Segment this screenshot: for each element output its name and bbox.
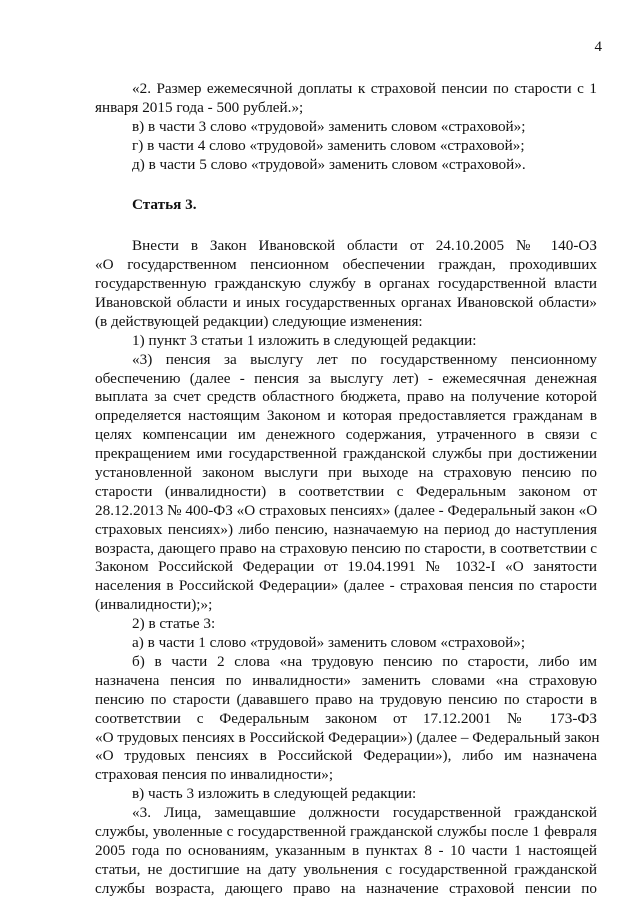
paragraph-line: Законом Российской Федерации от 19.04.1991 № 1032-I «О занятости xyxy=(95,558,597,576)
paragraph-line: 28.12.2013 № 400-ФЗ «О страховых пенсиях» (далее - Федеральный закон «О xyxy=(95,501,598,519)
paragraph-line: определяется настоящим Законом и которая предоставляется гражданам в xyxy=(95,407,597,425)
paragraph-line: а) в части 1 слово «трудовой» заменить словом «страховой»; xyxy=(132,634,526,652)
paragraph-line: Внести в Закон Ивановской области от 24.10.2005 № 140-ОЗ xyxy=(132,237,597,255)
paragraph-line: пенсию по старости (дававшего право на трудовую пенсию по старости в xyxy=(95,690,597,708)
paragraph-line: «О государственном пенсионном обеспечении граждан, проходивших xyxy=(95,256,597,274)
paragraph-line: соответствии с Федеральным законом от 17.12.2001 № 173-ФЗ xyxy=(95,709,597,727)
paragraph-line: установленной законом выслуги при выходе на страховую пенсию по xyxy=(95,464,597,482)
paragraph-line: (в действующей редакции) следующие изменения: xyxy=(95,312,423,330)
document-body xyxy=(95,80,600,899)
paragraph-line: января 2015 года - 500 рублей.»; xyxy=(95,98,304,116)
paragraph-line: г) в части 4 слово «трудовой» заменить словом «страховой»; xyxy=(132,136,525,154)
paragraph-line: 2005 года по основаниям, указанным в пунктах 8 - 10 части 1 настоящей xyxy=(95,841,597,859)
paragraph-line: «3) пенсия за выслугу лет по государственному пенсионному xyxy=(132,350,597,368)
paragraph-line: населения в Российской Федерации» (далее - страховая пенсия по старости xyxy=(95,577,597,595)
paragraph-line: Ивановской области и иных государственных органах Ивановской области» xyxy=(95,294,597,312)
paragraph-line: прекращением ими государственной гражданской службы при достижении xyxy=(95,445,597,463)
paragraph-line: службы, уволенные с государственной гражданской службы после 1 февраля xyxy=(95,822,597,840)
paragraph-line: 2) в статье 3: xyxy=(132,615,216,633)
paragraph-line: б) в части 2 слова «на трудовую пенсию по старости, либо им xyxy=(132,652,597,670)
paragraph-line: «О трудовых пенсиях в Российской Федерации»), либо им назначена xyxy=(95,747,597,765)
paragraph-line: «3. Лица, замещавшие должности государственной гражданской xyxy=(132,804,597,822)
page-number: 4 xyxy=(594,39,602,55)
paragraph-line: «2. Размер ежемесячной доплаты к страховой пенсии по старости с 1 xyxy=(132,80,597,97)
paragraph-line: старости (инвалидности) в соответствии с Федеральным законом от xyxy=(95,482,597,500)
paragraph-line: государственную гражданскую службу в органах государственной власти xyxy=(95,275,597,293)
paragraph-line: 1) пункт 3 статьи 1 изложить в следующей редакции: xyxy=(132,331,477,349)
paragraph-line: статьи, не достигшие на дату увольнения с государственной гражданской xyxy=(95,860,597,878)
paragraph-line: назначена пенсия по инвалидности» заменить словами «на страховую xyxy=(95,671,597,689)
paragraph-line: в) часть 3 изложить в следующей редакции: xyxy=(132,785,417,803)
paragraph-line: обеспечению (далее - пенсия за выслугу лет) - ежемесячная денежная xyxy=(95,369,597,387)
paragraph-line: в) в части 3 слово «трудовой» заменить словом «страховой»; xyxy=(132,117,526,135)
paragraph-line: службы возраста, дающего право на назначение страховой пенсии по xyxy=(95,879,597,897)
paragraph-line: страховых пенсиях») либо пенсию, назначаемую на период до наступления xyxy=(95,520,597,538)
paragraph-line: возраста, дающего право на страховую пенсию по старости, в соответствии с xyxy=(95,539,597,557)
paragraph-line: (инвалидности);»; xyxy=(95,596,213,614)
paragraph-line: д) в части 5 слово «трудовой» заменить словом «страховой». xyxy=(132,155,526,173)
article-heading: Статья 3. xyxy=(132,196,197,214)
paragraph-line: страховая пенсия по инвалидности»; xyxy=(95,766,334,784)
paragraph-line: целях компенсации им денежного содержания, утраченного в связи с xyxy=(95,426,597,444)
paragraph-line: выплата за счет средств областного бюджета, право на получение которой xyxy=(95,388,597,406)
paragraph-line: «О трудовых пенсиях в Российской Федерации») (далее – Федеральный закон xyxy=(95,728,600,746)
